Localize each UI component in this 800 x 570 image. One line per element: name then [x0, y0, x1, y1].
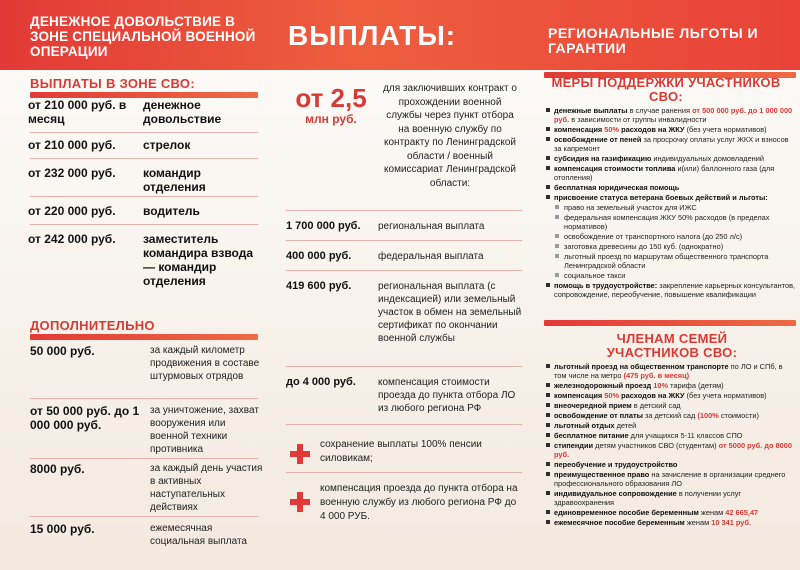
- payment-row: [28, 98, 266, 126]
- payout-amount: до 4 000 руб.: [286, 376, 356, 388]
- bullet-icon: [546, 413, 550, 417]
- item-bold: компенсация: [554, 391, 605, 400]
- item-bold: бесплатное питание: [554, 431, 629, 440]
- bullet-icon: [546, 510, 550, 514]
- item-accent: 10 341 руб.: [711, 518, 752, 527]
- plus-icon: [290, 492, 310, 512]
- payout-desc: региональная выплата: [378, 221, 485, 232]
- bullet-icon: [546, 156, 550, 160]
- payout-amount: 419 600 руб.: [286, 280, 352, 292]
- payout-row: [278, 280, 526, 345]
- item-text: на зачисление в организации среднего профессионального образования ЛО: [554, 470, 786, 488]
- list-item: [546, 441, 796, 459]
- big-amount: [286, 84, 376, 126]
- item-accent: от 5000 руб. до 8000 руб.: [554, 441, 793, 459]
- bullet-icon: [546, 166, 550, 170]
- big-amount-number: от 2,5: [295, 83, 367, 113]
- item-text: по ЛО и СПб, в том числе на метро: [554, 362, 783, 380]
- sub-item-text: освобождение от транспортного налога (до 250 л/с): [564, 232, 743, 241]
- bullet-icon: [546, 185, 550, 189]
- list-item: [546, 135, 796, 153]
- payment-amount: от 232 000 руб.: [28, 166, 116, 180]
- item-accent: от 500 000 руб. до 1 000 000 руб.: [554, 106, 793, 124]
- additional-amount: 15 000 руб.: [30, 522, 95, 536]
- payment-desc: водитель: [143, 204, 200, 218]
- payment-row: [28, 138, 266, 152]
- divider: [30, 398, 258, 399]
- families-title: ЧЛЕНАМ СЕМЕЙ УЧАСТНИКОВ СВО:: [606, 331, 738, 360]
- divider: [30, 516, 258, 517]
- item-text: в случае ранения: [627, 106, 693, 115]
- bullet-icon: [546, 423, 550, 427]
- item-text: женам: [698, 508, 726, 517]
- item-accent: 42 665,47: [725, 508, 759, 517]
- item-bold: преимущественное право: [554, 470, 650, 479]
- payment-amount: от 210 000 руб.: [28, 138, 116, 152]
- header-banner: [0, 0, 800, 70]
- divider: [286, 424, 522, 425]
- item-bold: компенсация стоимости топлива: [554, 164, 676, 173]
- item-bold: расходов на ЖКУ: [619, 391, 685, 400]
- list-item: [546, 421, 796, 430]
- item-text: детям участников СВО (студентам): [593, 441, 719, 450]
- bullet-icon: [546, 137, 550, 141]
- sub-list-item: [546, 232, 796, 241]
- bullet-icon: [546, 491, 550, 495]
- payout-desc: компенсация стоимости проезда до пункта отбора ЛО из любого региона РФ: [378, 377, 516, 414]
- list-item: [546, 154, 796, 163]
- bullet-icon: [546, 383, 550, 387]
- list-item: [546, 281, 796, 299]
- item-bold: льготный проезд на общественном транспорте: [554, 362, 729, 371]
- plus-icon: [290, 444, 310, 464]
- bullet-icon: [546, 403, 550, 407]
- payout-amount: 1 700 000 руб.: [286, 220, 361, 232]
- item-bold: субсидия на газификацию: [554, 154, 652, 163]
- item-bold: бесплатная юридическая помощь: [554, 183, 680, 192]
- item-text: (без учета нормативов): [684, 391, 767, 400]
- bullet-icon: [555, 215, 559, 219]
- payout-row: [278, 220, 526, 233]
- item-bold: помощь в трудоустройстве:: [554, 281, 658, 290]
- column-payouts: [278, 70, 526, 570]
- payment-desc: стрелок: [143, 138, 191, 152]
- list-item: [546, 362, 796, 380]
- list-item: [546, 508, 796, 517]
- payment-amount: от 242 000 руб.: [28, 232, 116, 246]
- bullet-icon: [546, 108, 550, 112]
- additional-desc: за уничтожение, захват вооружения или военной техники противника: [150, 405, 259, 455]
- divider: [286, 240, 522, 241]
- sub-list-item: [546, 242, 796, 251]
- header-mid-title: ВЫПЛАТЫ:: [288, 20, 457, 51]
- item-text: в детский сад: [631, 401, 681, 410]
- sub-list-item: [546, 203, 796, 212]
- payout-desc: федеральная выплата: [378, 251, 484, 262]
- list-item: [546, 125, 796, 134]
- item-bold: ежемесячное пособие беременным: [554, 518, 685, 527]
- list-item: [546, 164, 796, 182]
- additional-row: [30, 344, 266, 383]
- section-rule: [544, 320, 796, 326]
- list-item: [546, 470, 796, 488]
- list-item: [546, 106, 796, 124]
- item-text: детей: [614, 421, 637, 430]
- additional-desc: за каждый день участия в активных наступательных действиях: [150, 463, 263, 513]
- list-item: [546, 193, 796, 202]
- additional-amount: от 50 000 руб. до 1 000 000 руб.: [30, 404, 140, 432]
- additional-amount: 50 000 руб.: [30, 344, 95, 358]
- additional-title: ДОПОЛНИТЕЛЬНО: [30, 318, 155, 333]
- column-allowance: [0, 70, 270, 570]
- bullet-icon: [546, 433, 550, 437]
- item-text: закрепление карьерных консультантов, сопровождение, переобучение, повышение квалификации: [554, 281, 796, 299]
- additional-desc: за каждый километр продвижения в составе штурмовых отрядов: [150, 345, 260, 382]
- item-bold: денежные выплаты: [554, 106, 628, 115]
- item-text: стоимости): [718, 411, 759, 420]
- divider: [286, 472, 522, 473]
- item-accent: (100%: [697, 411, 719, 420]
- item-bold: расходов на ЖКУ: [619, 125, 685, 134]
- sub-item-text: право на земельный участок для ИЖС: [564, 203, 697, 212]
- item-bold: стипендии: [554, 441, 594, 450]
- big-amount-desc: для заключивших контракт о прохождении военной службы через пункт отбора на военную службу по контракту по Ленинградской области / военный комиссариат Ленинградской области:: [383, 83, 517, 189]
- item-accent: 10%: [653, 381, 669, 390]
- item-accent: 50%: [604, 125, 620, 134]
- bullet-icon: [546, 462, 550, 466]
- item-text: за просрочку оплаты услуг ЖКХ и взносов за капремонт: [554, 135, 789, 153]
- bullet-icon: [546, 393, 550, 397]
- item-text: (без учета нормативов): [684, 125, 767, 134]
- divider: [30, 196, 258, 197]
- divider: [30, 158, 258, 159]
- bullet-icon: [555, 205, 559, 209]
- item-bold: единовременное пособие беременным: [554, 508, 699, 517]
- item-text: за детский сад: [642, 411, 698, 420]
- bullet-icon: [555, 273, 559, 277]
- sub-item-text: социальное такси: [564, 271, 626, 280]
- payout-row: [278, 376, 526, 415]
- item-bold: освобождение от платы: [554, 411, 643, 420]
- item-text: тарифа (детям): [668, 381, 724, 390]
- list-item: [546, 391, 796, 400]
- families-list: [546, 362, 796, 528]
- additional-row: [30, 462, 266, 514]
- bullet-icon: [546, 443, 550, 447]
- item-bold: железнодорожный проезд: [554, 381, 654, 390]
- divider: [286, 210, 522, 211]
- payment-amount: от 220 000 руб.: [28, 204, 116, 218]
- sub-item-text: льготный проезд по маршрутам общественного транспорта Ленинградской области: [564, 252, 769, 270]
- payment-amount: от 210 000 руб. в месяц: [28, 98, 127, 126]
- divider: [30, 458, 258, 459]
- bullet-icon: [555, 234, 559, 238]
- list-item: [546, 460, 796, 469]
- item-text: в получении услуг здравоохранения: [554, 489, 742, 507]
- item-text: и(или) баллонного газа (для отопления): [554, 164, 775, 182]
- item-bold: присвоение статуса ветерана боевых действий и льготы:: [554, 193, 768, 202]
- payout-row: [278, 250, 526, 263]
- payment-row: [28, 204, 266, 218]
- payment-desc: заместитель командира взвода — командир отделения: [143, 232, 254, 288]
- item-bold: льготный отдых: [554, 421, 615, 430]
- payment-row: [28, 166, 266, 194]
- section-rule: [30, 334, 258, 340]
- support-list: [546, 106, 796, 300]
- bullet-icon: [546, 472, 550, 476]
- payout-desc: региональная выплата (с индексацией) или земельный участок в обмен на земельный сертификат по окончании военной службы: [378, 281, 522, 344]
- item-text: для учащихся 5-11 классов СПО: [628, 431, 743, 440]
- divider: [30, 132, 258, 133]
- item-bold: индивидуальное сопровождение: [554, 489, 677, 498]
- item-text: женам: [684, 518, 712, 527]
- additional-desc: ежемесячная социальная выплата: [150, 523, 247, 547]
- svo-payments-title: ВЫПЛАТЫ В ЗОНЕ СВО:: [30, 76, 195, 91]
- payment-desc: денежное довольствие: [143, 98, 222, 126]
- sub-item-text: федеральная компенсация ЖКУ 50% расходов (в пределах нормативов): [564, 213, 770, 231]
- big-amount-unit: млн руб.: [305, 112, 357, 126]
- list-item: [546, 183, 796, 192]
- header-left-title: ДЕНЕЖНОЕ ДОВОЛЬСТВИЕ В ЗОНЕ СПЕЦИАЛЬНОЙ ВОЕННОЙ ОПЕРАЦИИ: [30, 14, 256, 59]
- bullet-icon: [546, 127, 550, 131]
- divider: [30, 224, 258, 225]
- payment-desc: командир отделения: [143, 166, 206, 194]
- bullet-icon: [546, 283, 550, 287]
- list-item: [546, 518, 796, 527]
- list-item: [546, 411, 796, 420]
- payment-row: [28, 232, 266, 288]
- item-accent: (475 руб. в месяц): [623, 371, 690, 380]
- item-text: индивидуальных домовладений: [651, 154, 764, 163]
- bullet-icon: [555, 254, 559, 258]
- list-item: [546, 431, 796, 440]
- sub-item-text: заготовка древесины до 150 куб. (однократно): [564, 242, 724, 251]
- divider: [286, 366, 522, 367]
- bullet-icon: [555, 244, 559, 248]
- bullet-icon: [546, 364, 550, 368]
- additional-row: [30, 522, 266, 548]
- payout-amount: 400 000 руб.: [286, 250, 352, 262]
- plus-text: компенсация проезда до пункта отбора на военную службу из любого региона РФ до 4 000 РУБ.: [320, 483, 518, 522]
- list-item: [546, 489, 796, 507]
- item-bold: переобучение и трудоустройство: [554, 460, 678, 469]
- sub-list-item: [546, 271, 796, 280]
- item-accent: 50%: [604, 391, 620, 400]
- column-benefits: [532, 70, 800, 570]
- support-title: МЕРЫ ПОДДЕРЖКИ УЧАСТНИКОВ СВО:: [551, 75, 781, 104]
- bullet-icon: [546, 520, 550, 524]
- header-right-title: РЕГИОНАЛЬНЫЕ ЛЬГОТЫ И ГАРАНТИИ: [548, 25, 759, 56]
- item-text: в зависимости от группы инвалидности: [569, 115, 707, 124]
- item-bold: компенсация: [554, 125, 605, 134]
- additional-row: [30, 404, 266, 456]
- item-bold: освобождение от пеней: [554, 135, 642, 144]
- plus-text: сохранение выплаты 100% пенсии силовикам;: [320, 439, 482, 464]
- additional-amount: 8000 руб.: [30, 462, 85, 476]
- item-bold: внеочередной прием: [554, 401, 632, 410]
- sub-list-item: [546, 252, 796, 270]
- list-item: [546, 401, 796, 410]
- bullet-icon: [546, 195, 550, 199]
- list-item: [546, 381, 796, 390]
- sub-list-item: [546, 213, 796, 231]
- divider: [286, 270, 522, 271]
